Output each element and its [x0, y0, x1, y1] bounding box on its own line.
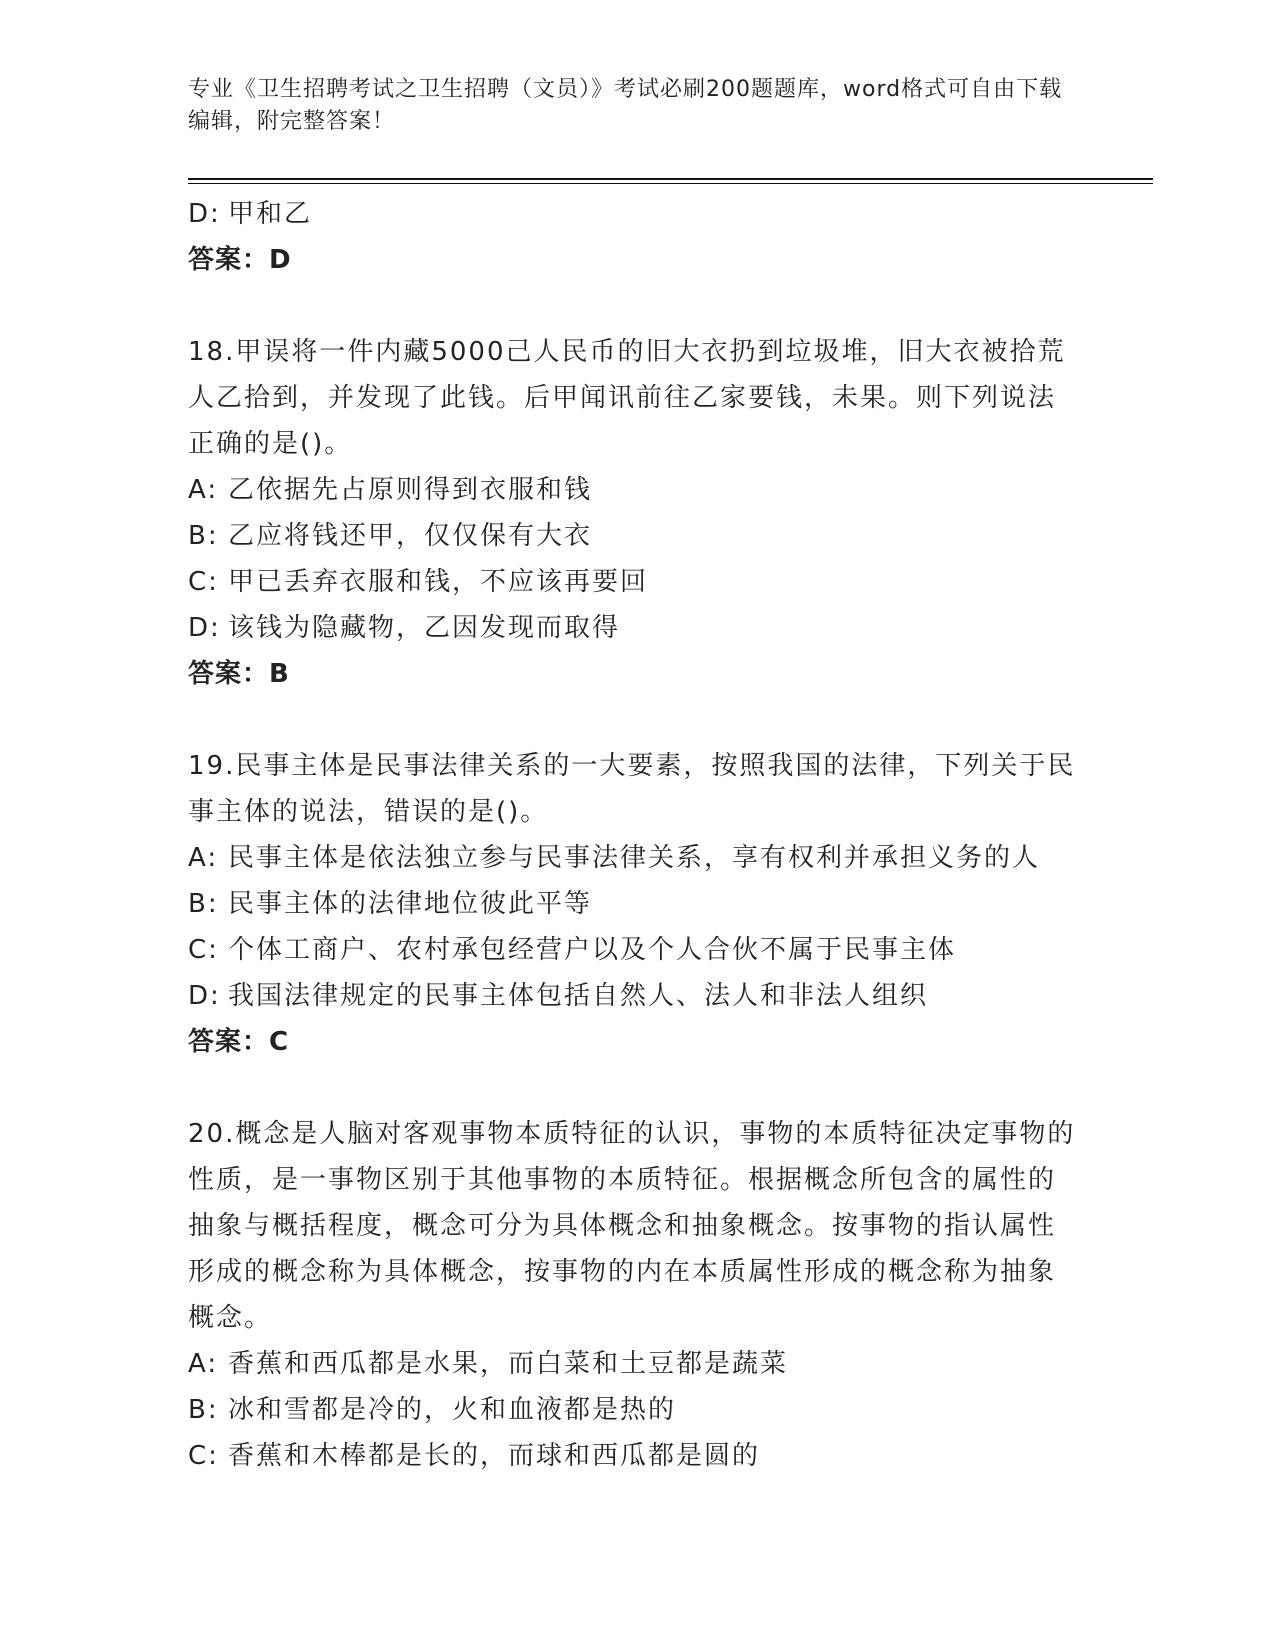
question-19-text: 19.民事主体是民事法律关系的一大要素，按照我国的法律，下列关于民事主体的说法，错误的是()。	[188, 751, 1076, 827]
prev-answer: 答案：D	[188, 245, 292, 275]
option-label: B:	[188, 889, 219, 919]
option-label: B:	[188, 521, 219, 551]
spacer	[188, 283, 1078, 329]
q19-option-a	[188, 835, 1078, 881]
q18-option-a	[188, 467, 1078, 513]
q19-option-b	[188, 881, 1078, 927]
option-text: 乙依据先占原则得到衣服和钱	[228, 475, 593, 505]
option-text: 该钱为隐藏物，乙因发现而取得	[228, 613, 621, 643]
option-label: A:	[188, 843, 219, 873]
option-text: 香蕉和西瓜都是水果，而白菜和土豆都是蔬菜	[228, 1349, 789, 1379]
option-label: C:	[188, 567, 219, 597]
option-label: A:	[188, 475, 219, 505]
header-rule-thick	[188, 178, 1153, 180]
page-header: 专业《卫生招聘考试之卫生招聘（文员）》考试必刷200题题库，word格式可自由下载编辑，附完整答案！	[188, 77, 1063, 134]
option-text: 民事主体的法律地位彼此平等	[228, 889, 593, 919]
option-text: 香蕉和木棒都是长的，而球和西瓜都是圆的	[228, 1441, 761, 1471]
q18-option-c	[188, 559, 1078, 605]
q19-option-d	[188, 973, 1078, 1019]
option-text: 甲和乙	[228, 199, 313, 229]
question-18-text: 18.甲误将一件内藏5000己人民币的旧大衣扔到垃圾堆，旧大衣被拾荒人乙拾到，并发现了此钱。后甲闻讯前往乙家要钱，未果。则下列说法正确的是()。	[188, 337, 1066, 459]
option-label: B:	[188, 1395, 219, 1425]
option-label: A:	[188, 1349, 219, 1379]
q18-option-d	[188, 605, 1078, 651]
document-body	[188, 191, 1078, 1479]
option-label: C:	[188, 935, 219, 965]
q20-option-c	[188, 1433, 1078, 1479]
option-text: 我国法律规定的民事主体包括自然人、法人和非法人组织	[228, 981, 929, 1011]
option-text: 乙应将钱还甲，仅仅保有大衣	[228, 521, 593, 551]
option-text: 冰和雪都是冷的，火和血液都是热的	[228, 1395, 677, 1425]
q18-answer: 答案：B	[188, 659, 290, 689]
q19-answer: 答案：C	[188, 1027, 290, 1057]
spacer	[188, 1065, 1078, 1111]
option-label: D:	[188, 613, 221, 643]
q18-option-b	[188, 513, 1078, 559]
option-label: D:	[188, 981, 221, 1011]
option-label: D:	[188, 199, 221, 229]
option-text: 个体工商户、农村承包经营户以及个人合伙不属于民事主体	[228, 935, 957, 965]
option-label: C:	[188, 1441, 219, 1471]
header-rule-thin	[188, 183, 1153, 184]
question-20-text: 20.概念是人脑对客观事物本质特征的认识，事物的本质特征决定事物的性质，是一事物区别于其他事物的本质特征。根据概念所包含的属性的抽象与概括程度，概念可分为具体概念和抽象概念。按事物的指认属性形成的概念称为具体概念，按事物的内在本质属性形成的概念称为抽象概念。	[188, 1119, 1076, 1333]
prev-option-d	[188, 191, 1078, 237]
option-text: 民事主体是依法独立参与民事法律关系，享有权利并承担义务的人	[228, 843, 1041, 873]
q19-option-c	[188, 927, 1078, 973]
spacer	[188, 697, 1078, 743]
q20-option-b	[188, 1387, 1078, 1433]
q20-option-a	[188, 1341, 1078, 1387]
option-text: 甲已丢弃衣服和钱，不应该再要回	[228, 567, 649, 597]
